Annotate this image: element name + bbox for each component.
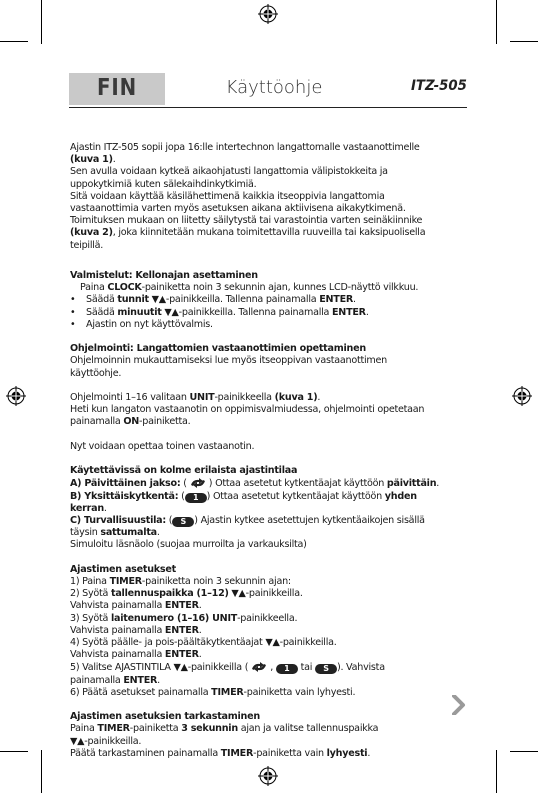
chevron-right-icon[interactable] [452,695,466,715]
step-line: 3) Syötä laitenumero (1–16) UNIT-painikkeella. [70,612,298,624]
programming-section [70,343,462,453]
crop-mark [510,41,538,42]
intro-line: Sen avulla voidaan kytkeä aikaohjatusti langattomia välipistokkeita ja [70,166,388,178]
text-line: käyttöohje. [70,367,122,379]
mode-daily: A) Päivittäinen jakso: ( ) Ottaa asetetut kytkentäajat käyttöön päivittäin. [70,478,440,490]
step-line: 4) Syötä päälle- ja pois-päältäkytkentäajat ▼▲-painikkeilla. [70,637,337,649]
step-line: Vahvista painamalla ENTER. [70,649,202,661]
text-line: Paina TIMER-painiketta 3 sekunnin ajan ja valitse tallennuspaikka [70,723,379,735]
crop-mark [41,750,42,793]
list-item: • Ajastin on nyt käyttövalmis. [70,318,213,330]
list-item: • Säädä minuutit ▼▲-painikkeilla. Tallenna painamalla ENTER. [70,306,369,318]
text-line: Ohjelmoinnin mukauttamiseksi lue myös itseoppivan vastaanottimen [70,355,387,367]
step-line: Vahvista painamalla ENTER. [70,600,202,612]
text-line: painamalla ON-painiketta. [70,416,191,428]
section-heading: Käytettävissä on kolme erilaista ajastintilaa [70,465,298,477]
text-line: Simuloitu läsnäolo (suojaa murroilta ja varkauksilta) [70,539,307,551]
timer-settings-section [70,564,462,699]
section-heading: Valmistelut: Kellonajan asettaminen [70,270,258,282]
model-number: ITZ-505 [411,78,467,94]
one-time-icon: 1 [276,664,298,674]
mode-security: C) Turvallisuustila: ( S ) Ajastin kytkee asetettujen kytkentäaikojen sisällä [70,515,425,527]
mode-security-cont: täysin sattumalta. [70,527,160,539]
intro-line: teipillä. [70,239,104,251]
crop-mark [41,0,42,44]
document-title: Käyttöohje [225,77,323,98]
one-time-icon: 1 [185,493,207,503]
cycle-icon [187,477,209,487]
registration-mark-icon [258,766,278,786]
page-header [69,73,467,105]
timer-modes-section [70,465,462,551]
language-code: FIN [96,75,138,101]
instruction-line: Paina CLOCK-painiketta noin 3 sekunnin ajan, kunnes LCD-näyttö vilkkuu. [80,282,419,294]
crop-mark [496,0,497,44]
intro-line: Ajastin ITZ-505 sopii jopa 16:lle intertechnon langattomalle vastaanottimelle [70,142,420,153]
registration-mark-icon [258,4,278,24]
text-line: Heti kun langaton vastaanotin on oppimisvalmiudessa, ohjelmointi opetetaan [70,404,425,416]
header-divider [69,107,467,108]
timer-check-section [70,711,462,760]
registration-mark-icon [6,386,26,406]
step-line: 6) Päätä asetukset painamalla TIMER-painiketta vain lyhyesti. [70,686,356,698]
step-line: painamalla ENTER. [70,674,160,686]
text-line: Päätä tarkastaminen painamalla TIMER-painiketta vain lyhyesti. [70,747,371,759]
random-security-icon: S [315,664,337,674]
mode-single-cont: kerran. [70,502,107,514]
crop-mark [510,751,538,752]
intro-line: Toimituksen mukaan on liitetty säilytystä tai varastointia varten seinäkiinnike [70,215,423,227]
crop-mark [496,750,497,793]
intro-line: Sitä voidaan käyttää käsilähettimenä kaikkia itseoppivia langattomia [70,190,385,202]
clock-setup-section [70,270,462,331]
section-heading: Ajastimen asetukset [70,563,176,575]
mode-single: B) Yksittäiskytkentä: ( 1 ) Ottaa asetetut kytkentäajat käyttöön yhden [70,490,417,502]
registration-mark-icon [512,386,532,406]
crop-mark [0,751,28,752]
section-heading: Ajastimen asetuksien tarkastaminen [70,711,260,723]
intro-line: (kuva 2), joka kiinnitetään mukana toimitettavilla ruuveilla tai kaksipuolisella [70,227,426,239]
cycle-icon [248,661,270,671]
intro-section [70,142,462,252]
text-line: Ohjelmointi 1–16 valitaan UNIT-painikkeella (kuva 1). [70,392,321,404]
intro-line: uppokytkimiä kuten sälekaihdinkytkimiä. [70,178,257,190]
step-line: 5) Valitse AJASTINTILA ▼▲-painikkeilla ( , 1 tai S ). Vahvista [70,662,385,674]
list-item: • Säädä tunnit ▼▲-painikkeilla. Tallenna painamalla ENTER. [70,294,356,306]
step-line: 1) Paina TIMER-painiketta noin 3 sekunnin ajan: [70,576,291,588]
language-badge [69,73,165,105]
intro-line: (kuva 1). [70,154,116,166]
step-line: 2) Syötä tallennuspaikka (1–12) ▼▲-painikkeilla. [70,588,303,600]
random-security-icon: S [172,517,194,527]
text-line: ▼▲-painikkeilla. [70,735,142,747]
manual-body [70,142,462,760]
step-line: Vahvista painamalla ENTER. [70,624,202,636]
intro-line: vastaanottimia varten myös asetuksen aikana aktiivisena aikakytkimenä. [70,203,406,215]
text-line: Nyt voidaan opettaa toinen vastaanotin. [70,440,255,452]
section-heading: Ohjelmointi: Langattomien vastaanottimien opettaminen [70,343,366,355]
crop-mark [0,41,28,42]
